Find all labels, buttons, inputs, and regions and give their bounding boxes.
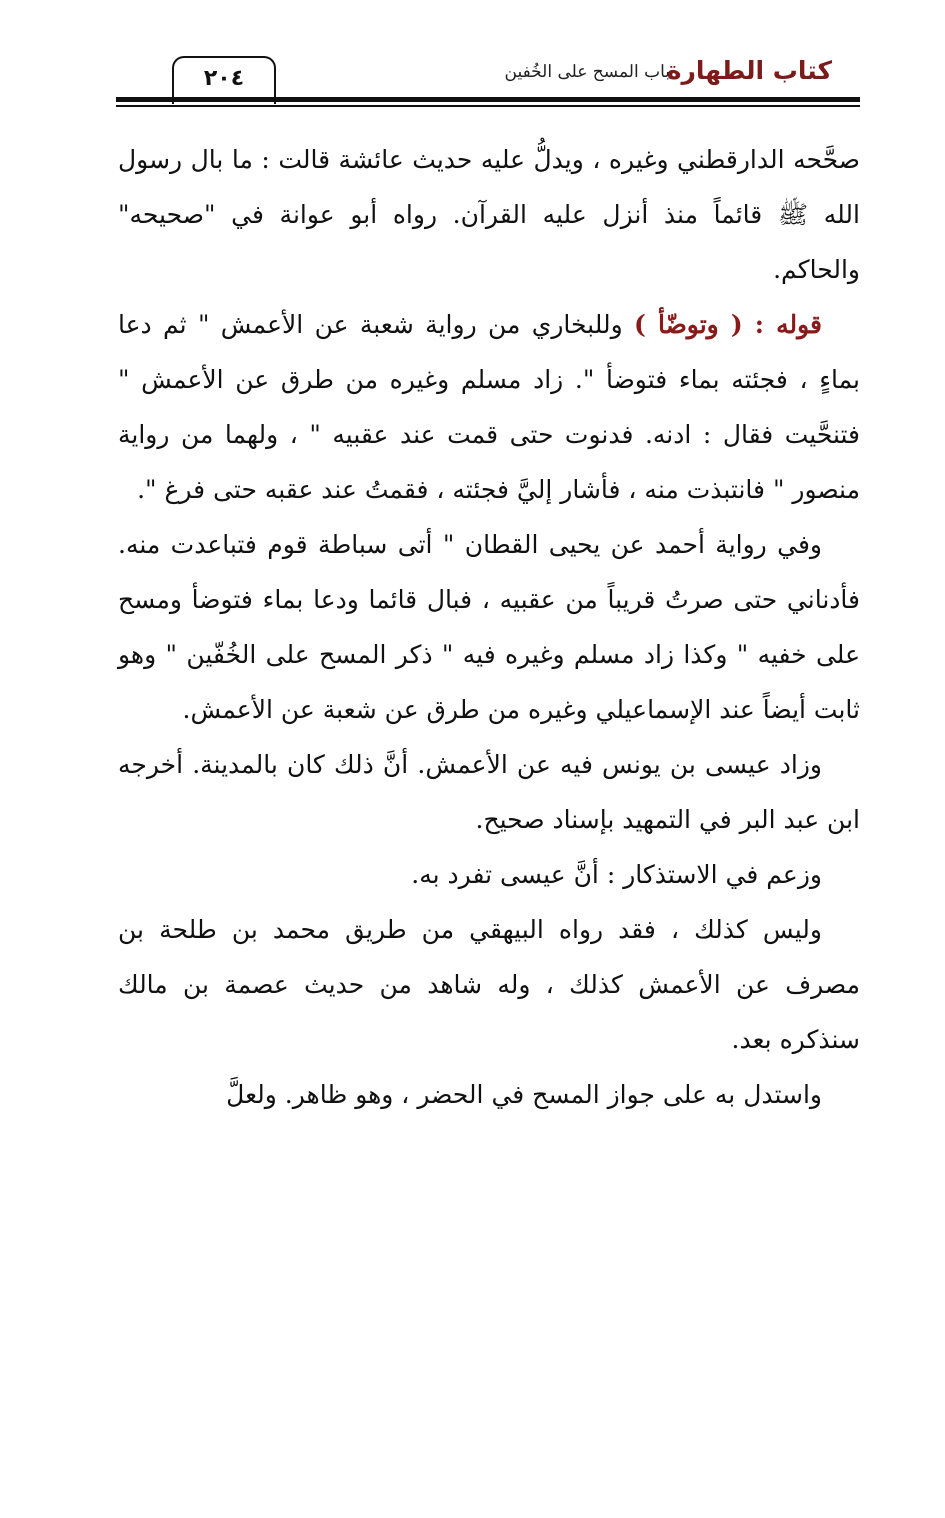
paragraph: [118, 297, 860, 517]
page-header: [116, 50, 860, 110]
paragraph: صحَّحه الدارقطني وغيره ، ويدلُّ عليه حديث عائشة قالت : ما بال رسول الله ﷺ قائماً منذ أنزل عليه القرآن. رواه أبو عوانة في "صحيحه" والحاكم.: [118, 145, 860, 284]
paragraph: وفي رواية أحمد عن يحيى القطان " أتى سباطة قوم فتباعدت منه. فأدناني حتى صرتُ قريباً من عقبيه ، فبال قائما ودعا بماء فتوضأ ومسح على خفيه " وكذا زاد مسلم وغيره فيه " ذكر المسح على الخُفّين " وهو ثابت أيضاً عند الإسماعيلي وغيره من طرق عن شعبة عن الأعمش.: [118, 530, 860, 724]
keyword-lead: قوله : ( وتوضّأ ): [634, 310, 822, 339]
paragraph: واستدل به على جواز المسح في الحضر ، وهو ظاهر. ولعلَّ: [226, 1080, 822, 1109]
chapter-title: باب المسح على الخُفين: [504, 62, 670, 82]
page-number: ٢٠٤: [203, 66, 245, 91]
paragraph: وزاد عيسى بن يونس فيه عن الأعمش. أنَّ ذلك كان بالمدينة. أخرجه ابن عبد البر في التمهيد بإسناد صحيح.: [118, 750, 860, 834]
book-title: كتاب الطهارة: [666, 56, 832, 85]
header-rule-thick: [116, 97, 860, 102]
header-rule-thin: [116, 105, 860, 107]
paragraph: وزعم في الاستذكار : أنَّ عيسى تفرد به.: [411, 860, 822, 889]
paragraph-text: وللبخاري من رواية شعبة عن الأعمش " ثم دعا بماءٍ ، فجئته بماء فتوضأ ". زاد مسلم وغيره من طرق عن الأعمش " فتنحَّيت فقال : ادنه. فدنوت حتى قمت عند عقبيه " ، ولهما من رواية منصور " فانتبذت منه ، فأشار إليَّ فجئته ، فقمتُ عند عقبه حتى فرغ ".: [118, 310, 860, 504]
paragraph: وليس كذلك ، فقد رواه البيهقي من طريق محمد بن طلحة بن مصرف عن الأعمش كذلك ، وله شاهد من حديث عصمة بن مالك سنذكره بعد.: [118, 915, 860, 1054]
body-text: [118, 132, 860, 1122]
